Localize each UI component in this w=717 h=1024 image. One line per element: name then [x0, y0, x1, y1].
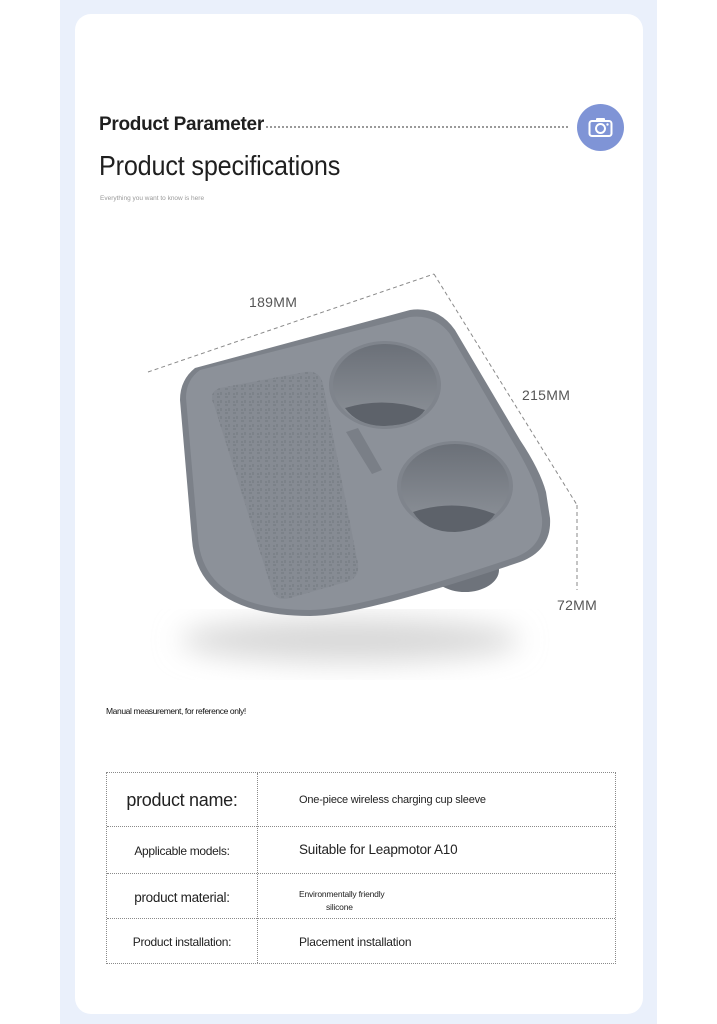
dotted-divider: [266, 126, 568, 128]
spec-label-installation: Product installation:: [132, 935, 232, 949]
spec-value-material: [299, 888, 384, 914]
page-subtitle: Everything you want to know is here: [100, 195, 205, 202]
spec-value-material-line2: silicone: [326, 902, 353, 912]
spec-label-material: product material:: [134, 890, 230, 905]
measurement-note: Manual measurement, for reference only!: [106, 706, 246, 716]
table-row: [107, 874, 615, 919]
spec-label-applicable-models: Applicable models:: [134, 844, 230, 858]
width-dimension-label: 189MM: [249, 294, 298, 310]
table-row: [107, 919, 615, 963]
camera-icon: [577, 104, 624, 151]
spec-value-material-line1: Environmentally friendly: [299, 889, 385, 899]
product-image: [120, 260, 600, 680]
page-title: Product specifications: [99, 150, 341, 181]
height-dimension-label: 72MM: [557, 597, 598, 613]
table-row: [107, 827, 615, 874]
section-label: Product Parameter: [99, 114, 264, 135]
spec-label-product-name: product name:: [126, 790, 238, 810]
spec-value-applicable-models: Suitable for Leapmotor A10: [299, 842, 458, 857]
spec-value-installation: Placement installation: [299, 935, 412, 949]
table-row: [107, 773, 615, 827]
spec-value-product-name: One-piece wireless charging cup sleeve: [299, 794, 486, 806]
specs-table: [106, 772, 616, 964]
depth-dimension-label: 215MM: [522, 387, 571, 403]
